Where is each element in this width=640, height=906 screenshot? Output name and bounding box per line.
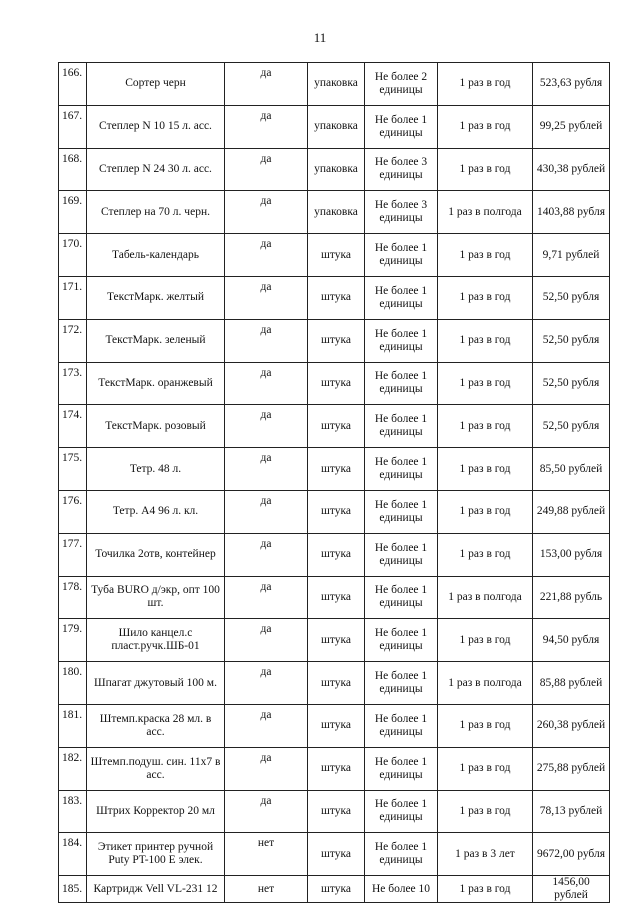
unit-of-measure: штука bbox=[308, 662, 365, 705]
item-price: 1403,88 рубля bbox=[533, 191, 610, 234]
item-name: Штрих Корректор 20 мл bbox=[87, 790, 225, 833]
replacement-period: 1 раз в год bbox=[438, 747, 533, 790]
item-price: 85,88 рублей bbox=[533, 662, 610, 705]
item-price: 99,25 рублей bbox=[533, 105, 610, 148]
quantity-limit: Не более 1 единицы bbox=[365, 747, 438, 790]
unit-of-measure: штука bbox=[308, 619, 365, 662]
row-number: 176. bbox=[59, 490, 87, 533]
availability-flag: да bbox=[225, 790, 308, 833]
unit-of-measure: штука bbox=[308, 319, 365, 362]
item-price: 9,71 рублей bbox=[533, 234, 610, 277]
item-name: Штемп.подуш. син. 11х7 в асс. bbox=[87, 747, 225, 790]
row-number: 185. bbox=[59, 876, 87, 903]
quantity-limit: Не более 1 единицы bbox=[365, 319, 438, 362]
table-row bbox=[59, 405, 610, 448]
replacement-period: 1 раз в полгода bbox=[438, 191, 533, 234]
row-number: 173. bbox=[59, 362, 87, 405]
table-row bbox=[59, 490, 610, 533]
replacement-period: 1 раз в год bbox=[438, 790, 533, 833]
item-name: ТекстМарк. оранжевый bbox=[87, 362, 225, 405]
table-row bbox=[59, 704, 610, 747]
replacement-period: 1 раз в полгода bbox=[438, 576, 533, 619]
table-row bbox=[59, 105, 610, 148]
quantity-limit: Не более 1 единицы bbox=[365, 362, 438, 405]
item-name: Туба BURO д/экр, опт 100 шт. bbox=[87, 576, 225, 619]
table-row bbox=[59, 662, 610, 705]
replacement-period: 1 раз в год bbox=[438, 276, 533, 319]
availability-flag: да bbox=[225, 105, 308, 148]
item-price: 249,88 рублей bbox=[533, 490, 610, 533]
table-row bbox=[59, 63, 610, 106]
replacement-period: 1 раз в год bbox=[438, 876, 533, 903]
replacement-period: 1 раз в год bbox=[438, 148, 533, 191]
table-row bbox=[59, 833, 610, 876]
row-number: 180. bbox=[59, 662, 87, 705]
table-row bbox=[59, 747, 610, 790]
replacement-period: 1 раз в год bbox=[438, 448, 533, 491]
unit-of-measure: штука bbox=[308, 790, 365, 833]
item-price: 52,50 рубля bbox=[533, 362, 610, 405]
item-name: Картридж Vell VL-231 12 bbox=[87, 876, 225, 903]
item-name: Тетр. 48 л. bbox=[87, 448, 225, 491]
table-row bbox=[59, 234, 610, 277]
availability-flag: да bbox=[225, 704, 308, 747]
availability-flag: да bbox=[225, 490, 308, 533]
unit-of-measure: упаковка bbox=[308, 191, 365, 234]
replacement-period: 1 раз в полгода bbox=[438, 662, 533, 705]
table-row bbox=[59, 148, 610, 191]
table-row bbox=[59, 191, 610, 234]
replacement-period: 1 раз в год bbox=[438, 533, 533, 576]
quantity-limit: Не более 1 единицы bbox=[365, 448, 438, 491]
goods-table bbox=[58, 62, 610, 903]
row-number: 181. bbox=[59, 704, 87, 747]
item-price: 94,50 рубля bbox=[533, 619, 610, 662]
item-price: 221,88 рубль bbox=[533, 576, 610, 619]
unit-of-measure: штука bbox=[308, 704, 365, 747]
availability-flag: да bbox=[225, 191, 308, 234]
replacement-period: 1 раз в год bbox=[438, 319, 533, 362]
unit-of-measure: штука bbox=[308, 533, 365, 576]
quantity-limit: Не более 1 единицы bbox=[365, 619, 438, 662]
row-number: 174. bbox=[59, 405, 87, 448]
quantity-limit: Не более 1 единицы bbox=[365, 276, 438, 319]
item-price: 1456,00 рублей bbox=[533, 876, 610, 903]
item-name: Тетр. А4 96 л. кл. bbox=[87, 490, 225, 533]
quantity-limit: Не более 1 единицы bbox=[365, 533, 438, 576]
item-price: 153,00 рубля bbox=[533, 533, 610, 576]
item-price: 430,38 рублей bbox=[533, 148, 610, 191]
unit-of-measure: упаковка bbox=[308, 63, 365, 106]
item-name: Степлер N 10 15 л. асс. bbox=[87, 105, 225, 148]
unit-of-measure: штука bbox=[308, 448, 365, 491]
item-name: Точилка 2отв, контейнер bbox=[87, 533, 225, 576]
replacement-period: 1 раз в год bbox=[438, 490, 533, 533]
item-name: ТекстМарк. желтый bbox=[87, 276, 225, 319]
table-row bbox=[59, 790, 610, 833]
replacement-period: 1 раз в год bbox=[438, 704, 533, 747]
availability-flag: да bbox=[225, 533, 308, 576]
availability-flag: да bbox=[225, 63, 308, 106]
quantity-limit: Не более 1 единицы bbox=[365, 490, 438, 533]
item-name: Степлер N 24 30 л. асс. bbox=[87, 148, 225, 191]
quantity-limit: Не более 1 единицы bbox=[365, 790, 438, 833]
row-number: 182. bbox=[59, 747, 87, 790]
table-row bbox=[59, 533, 610, 576]
unit-of-measure: штука bbox=[308, 490, 365, 533]
item-price: 260,38 рублей bbox=[533, 704, 610, 747]
table-row bbox=[59, 362, 610, 405]
item-name: Штемп.краска 28 мл. в асс. bbox=[87, 704, 225, 747]
availability-flag: нет bbox=[225, 833, 308, 876]
row-number: 169. bbox=[59, 191, 87, 234]
replacement-period: 1 раз в год bbox=[438, 405, 533, 448]
quantity-limit: Не более 1 единицы bbox=[365, 662, 438, 705]
unit-of-measure: штука bbox=[308, 747, 365, 790]
item-price: 78,13 рублей bbox=[533, 790, 610, 833]
item-name: Шило канцел.с пласт.ручк.ШБ-01 bbox=[87, 619, 225, 662]
row-number: 167. bbox=[59, 105, 87, 148]
row-number: 178. bbox=[59, 576, 87, 619]
availability-flag: да bbox=[225, 576, 308, 619]
quantity-limit: Не более 3 единицы bbox=[365, 148, 438, 191]
item-name: Табель-календарь bbox=[87, 234, 225, 277]
quantity-limit: Не более 10 bbox=[365, 876, 438, 903]
quantity-limit: Не более 2 единицы bbox=[365, 63, 438, 106]
item-name: ТекстМарк. розовый bbox=[87, 405, 225, 448]
quantity-limit: Не более 1 единицы bbox=[365, 234, 438, 277]
availability-flag: да bbox=[225, 362, 308, 405]
row-number: 172. bbox=[59, 319, 87, 362]
availability-flag: да bbox=[225, 448, 308, 491]
replacement-period: 1 раз в год bbox=[438, 234, 533, 277]
replacement-period: 1 раз в год bbox=[438, 619, 533, 662]
availability-flag: да bbox=[225, 405, 308, 448]
row-number: 170. bbox=[59, 234, 87, 277]
quantity-limit: Не более 1 единицы bbox=[365, 105, 438, 148]
availability-flag: да bbox=[225, 148, 308, 191]
row-number: 175. bbox=[59, 448, 87, 491]
item-price: 9672,00 рубля bbox=[533, 833, 610, 876]
item-price: 85,50 рублей bbox=[533, 448, 610, 491]
replacement-period: 1 раз в год bbox=[438, 63, 533, 106]
quantity-limit: Не более 1 единицы bbox=[365, 704, 438, 747]
unit-of-measure: штука bbox=[308, 405, 365, 448]
row-number: 166. bbox=[59, 63, 87, 106]
page-number: 11 bbox=[313, 30, 327, 45]
unit-of-measure: упаковка bbox=[308, 105, 365, 148]
table-row bbox=[59, 448, 610, 491]
availability-flag: нет bbox=[225, 876, 308, 903]
item-price: 52,50 рубля bbox=[533, 276, 610, 319]
replacement-period: 1 раз в год bbox=[438, 105, 533, 148]
table-row bbox=[59, 619, 610, 662]
unit-of-measure: штука bbox=[308, 833, 365, 876]
row-number: 171. bbox=[59, 276, 87, 319]
unit-of-measure: штука bbox=[308, 234, 365, 277]
availability-flag: да bbox=[225, 619, 308, 662]
availability-flag: да bbox=[225, 234, 308, 277]
item-price: 523,63 рубля bbox=[533, 63, 610, 106]
quantity-limit: Не более 1 единицы bbox=[365, 576, 438, 619]
unit-of-measure: штука bbox=[308, 876, 365, 903]
table-row bbox=[59, 276, 610, 319]
quantity-limit: Не более 3 единицы bbox=[365, 191, 438, 234]
item-price: 275,88 рублей bbox=[533, 747, 610, 790]
table-row bbox=[59, 876, 610, 903]
row-number: 168. bbox=[59, 148, 87, 191]
row-number: 184. bbox=[59, 833, 87, 876]
replacement-period: 1 раз в год bbox=[438, 362, 533, 405]
item-price: 52,50 рубля bbox=[533, 319, 610, 362]
item-name: Сортер черн bbox=[87, 63, 225, 106]
item-name: Степлер на 70 л. черн. bbox=[87, 191, 225, 234]
unit-of-measure: штука bbox=[308, 576, 365, 619]
availability-flag: да bbox=[225, 747, 308, 790]
availability-flag: да bbox=[225, 276, 308, 319]
row-number: 183. bbox=[59, 790, 87, 833]
table-row bbox=[59, 576, 610, 619]
item-name: Этикет принтер ручной Puty PT-100 E элек. bbox=[87, 833, 225, 876]
table-row bbox=[59, 319, 610, 362]
availability-flag: да bbox=[225, 319, 308, 362]
unit-of-measure: штука bbox=[308, 362, 365, 405]
item-name: Шпагат джутовый 100 м. bbox=[87, 662, 225, 705]
unit-of-measure: упаковка bbox=[308, 148, 365, 191]
replacement-period: 1 раз в 3 лет bbox=[438, 833, 533, 876]
row-number: 179. bbox=[59, 619, 87, 662]
row-number: 177. bbox=[59, 533, 87, 576]
item-name: ТекстМарк. зеленый bbox=[87, 319, 225, 362]
item-price: 52,50 рубля bbox=[533, 405, 610, 448]
quantity-limit: Не более 1 единицы bbox=[365, 833, 438, 876]
availability-flag: да bbox=[225, 662, 308, 705]
quantity-limit: Не более 1 единицы bbox=[365, 405, 438, 448]
unit-of-measure: штука bbox=[308, 276, 365, 319]
